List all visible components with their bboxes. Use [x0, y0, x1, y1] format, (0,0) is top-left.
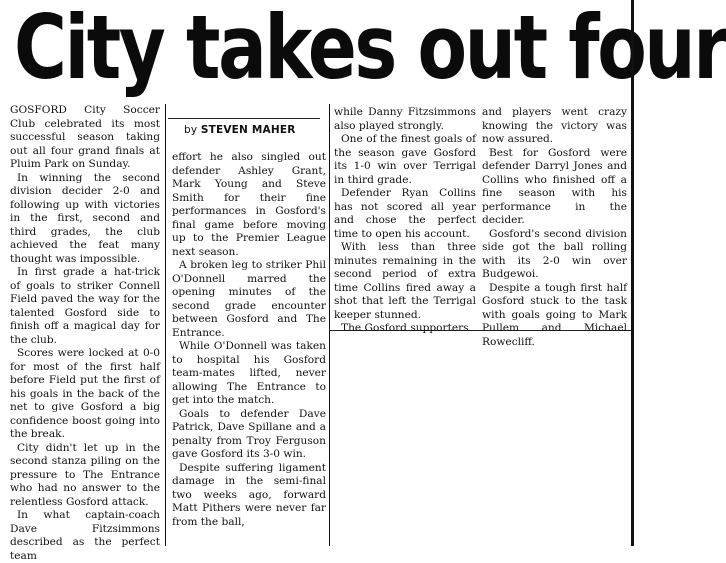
- paragraph: In first grade a hat-trick of goals to striker Connell Field paved the way for the talented Gosford side to finish off a magical day for the club.: [10, 266, 160, 346]
- column-divider: [329, 104, 330, 546]
- paragraph: and players went crazy knowing the victory was now assured.: [482, 106, 627, 145]
- paragraph: Defender Ryan Collins has not scored all year and chose the perfect time to open his account.: [334, 187, 476, 240]
- paragraph: Despite suffering ligament damage in the semi-final two weeks ago, forward Matt Pithers were never far from the ball,: [172, 461, 326, 528]
- article-column-1: [10, 104, 160, 562]
- column-divider: [165, 104, 166, 546]
- paragraph: The Gosford supporters: [341, 322, 469, 334]
- byline: [184, 124, 324, 136]
- paragraph: A broken leg to striker Phil O'Donnell marred the opening minutes of the second grade encounter between Gosford and The Entrance.: [172, 259, 326, 339]
- article-column-2: [172, 151, 326, 546]
- paragraph: City didn't let up in the second stanza piling on the pressure to The Entrance who had no answer to the relentless Gosford attack.: [10, 441, 160, 508]
- paragraph: In what captain-coach Dave Fitzsimmons described as the perfect team: [10, 509, 160, 562]
- paragraph: Scores were locked at 0-0 for most of the first half before Field put the first of his goals in the back of the net to give Gosford a big confidence boost going into the break.: [10, 347, 160, 440]
- paragraph: With less than three minutes remaining in the second period of extra time Collins fired away a shot that left the Terrigal keeper stunned.: [334, 241, 476, 321]
- paragraph: Best for Gosford were defender Darryl Jones and Collins who finished off a fine season with his performance in the decider.: [482, 146, 627, 226]
- paragraph: Gosford's second division side got the ball rolling with its 2-0 win over Budgewoi.: [482, 227, 627, 280]
- byline-prefix: by: [184, 124, 198, 136]
- paragraph: effort he also singled out defender Ashley Grant, Mark Young and Steve Smith for their fine performances in Gosford's final game before moving up to the Premier League next season.: [172, 151, 326, 258]
- byline-rule: [168, 118, 320, 119]
- paragraph: GOSFORD City Soccer Club celebrated its most successful season taking out all four grand finals at Pluim Park on Sunday.: [10, 104, 160, 170]
- paragraph: Goals to defender Dave Patrick, Dave Spillane and a penalty from Troy Ferguson gave Gosford its 3-0 win.: [172, 407, 326, 460]
- article-column-3: [334, 106, 476, 334]
- paragraph: while Danny Fitzsimmons also played strongly.: [334, 106, 476, 132]
- headline: City takes out four: [14, 0, 726, 99]
- paragraph: One of the finest goals of the season gave Gosford its 1-0 win over Terrigal in third grade.: [334, 133, 476, 186]
- paragraph: Despite a tough first half Gosford stuck to the task with goals going to Mark Pullem and Michael Rowecliff.: [482, 281, 627, 348]
- paragraph: While O'Donnell was taken to hospital his Gosford team-mates lifted, never allowing The Entrance to get into the match.: [172, 340, 326, 406]
- page-edge: [631, 0, 634, 546]
- byline-author: STEVEN MAHER: [200, 124, 296, 136]
- article-column-4: [482, 106, 627, 348]
- paragraph: In winning the second division decider 2-0 and following up with victories in the first, second and third grades, the club achieved the feat many thought was impossible.: [10, 171, 160, 265]
